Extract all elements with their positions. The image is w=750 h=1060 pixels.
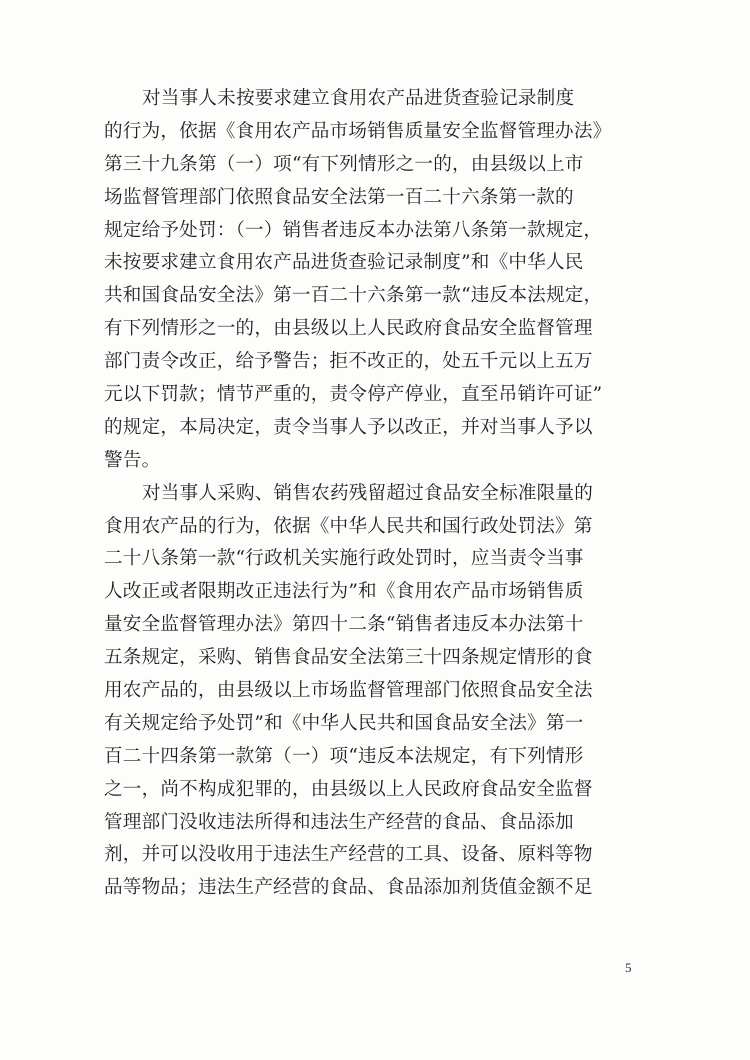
paragraph-line: 有下列情形之一的，由县级以上人民政府食品安全监督管理 — [104, 318, 593, 340]
paragraph-line: 第三十九条第（一）项“有下列情形之一的，由县级以上市 — [104, 153, 584, 175]
paragraph-line: 二十八条第一款“行政机关实施行政处罚时，应当责令当事 — [104, 548, 584, 570]
paragraph-line: 之一，尚不构成犯罪的，由县级以上人民政府食品安全监督 — [104, 778, 593, 800]
paragraph-1 — [104, 83, 652, 478]
paragraph-line: 管理部门没收违法所得和违法生产经营的食品、食品添加 — [104, 811, 574, 833]
paragraph-line: 有关规定给予处罚”和《中华人民共和国食品安全法》第一 — [104, 712, 584, 734]
paragraph-line: 百二十四条第一款第（一）项“违反本法规定，有下列情形 — [104, 745, 584, 767]
paragraph-line: 量安全监督管理办法》第四十二条“销售者违反本办法第十 — [104, 614, 584, 636]
paragraph-line: 对当事人未按要求建立食用农产品进货查验记录制度 — [142, 88, 575, 109]
paragraph-line: 食用农产品的行为，依据《中华人民共和国行政处罚法》第 — [104, 515, 593, 537]
paragraph-line: 品等物品；违法生产经营的食品、食品添加剂货值金额不足 — [104, 877, 593, 899]
paragraph-line: 对当事人采购、销售农药残留超过食品安全标准限量的 — [142, 482, 594, 504]
paragraph-line: 的规定，本局决定，责令当事人予以改正，并对当事人予以 — [104, 416, 593, 438]
page-number: 5 — [625, 960, 632, 975]
paragraph-line: 元以下罚款；情节严重的，责令停产停业，直至吊销许可证” — [104, 384, 603, 406]
paragraph-line: 场监督管理部门依照食品安全法第一百二十六条第一款的 — [104, 186, 574, 208]
paragraph-line: 剂，并可以没收用于违法生产经营的工具、设备、原料等物 — [104, 844, 593, 866]
paragraph-line: 共和国食品安全法》第一百二十六条第一款“违反本法规定， — [104, 285, 603, 307]
paragraph-line: 用农产品的，由县级以上市场监督管理部门依照食品安全法 — [104, 680, 593, 702]
paragraph-line: 未按要求建立食用农产品进货查验记录制度”和《中华人民 — [104, 252, 584, 274]
paragraph-line: 人改正或者限期改正违法行为”和《食用农产品市场销售质 — [104, 581, 584, 603]
paragraph-line: 的行为，依据《食用农产品市场销售质量安全监督管理办法》 — [104, 120, 612, 142]
paragraph-line: 五条规定，采购、销售食品安全法第三十四条规定情形的食 — [104, 647, 593, 669]
paragraph-2 — [104, 478, 652, 906]
document-body — [104, 83, 652, 905]
paragraph-line: 警告。 — [104, 449, 161, 471]
paragraph-line: 部门责令改正，给予警告；拒不改正的，处五千元以上五万 — [104, 351, 593, 373]
paragraph-line: 规定给予处罚：（一）销售者违反本办法第八条第一款规定， — [104, 219, 603, 241]
